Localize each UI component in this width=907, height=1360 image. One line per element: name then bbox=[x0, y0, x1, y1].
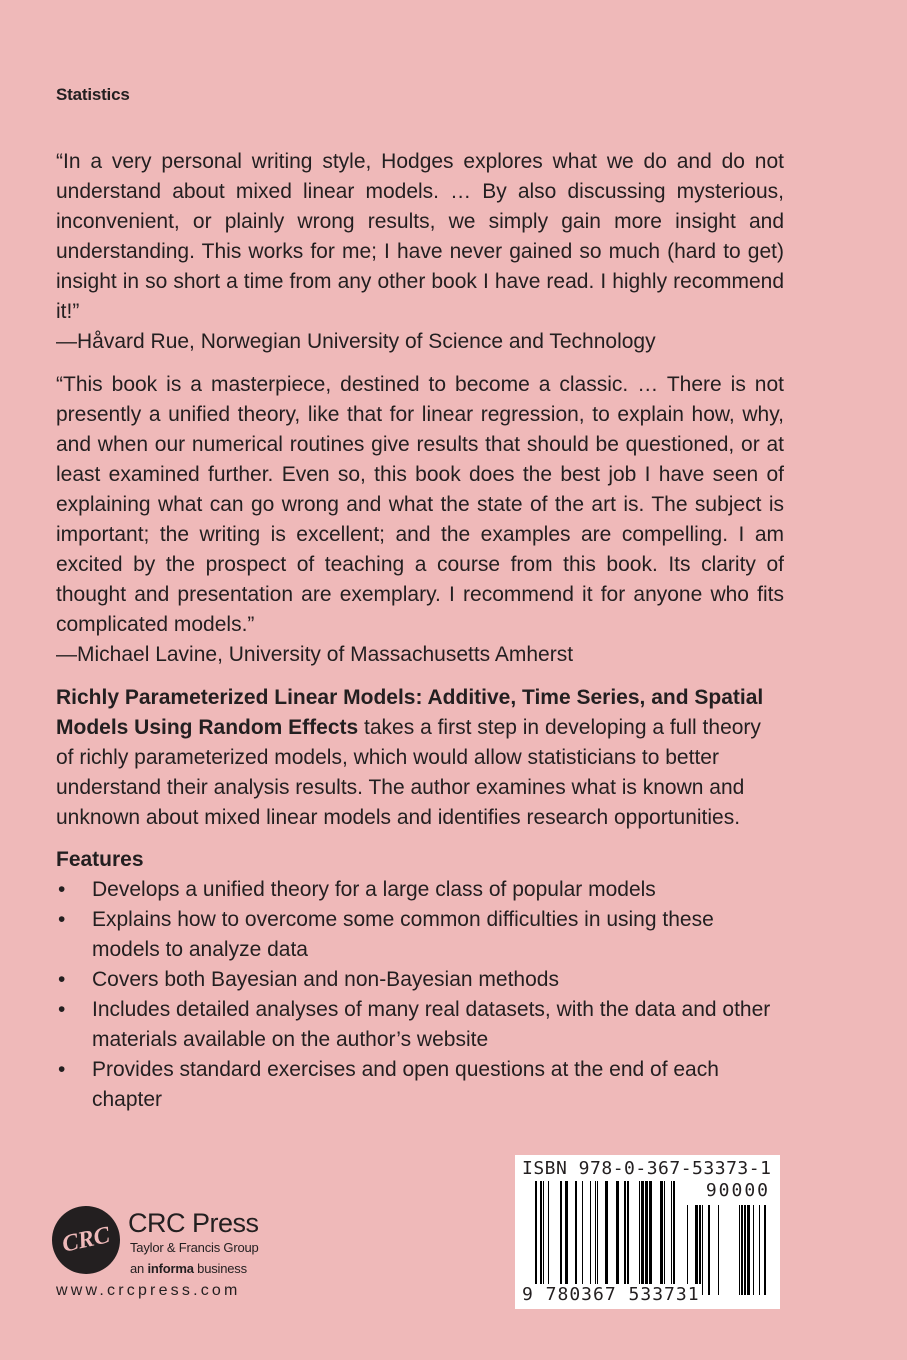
barcode-bar bbox=[624, 1181, 626, 1295]
barcode-bar bbox=[560, 1181, 562, 1295]
barcode-bar bbox=[702, 1205, 703, 1295]
features-list bbox=[56, 875, 784, 1115]
crc-logo-icon: CRC bbox=[46, 1200, 127, 1281]
barcode-bar bbox=[548, 1181, 549, 1295]
review-attribution-2: —Michael Lavine, University of Massachusetts Amherst bbox=[56, 643, 574, 666]
barcode-bar bbox=[595, 1181, 596, 1295]
barcode-bar bbox=[582, 1181, 583, 1295]
barcode-bar bbox=[597, 1181, 598, 1295]
barcode-bar bbox=[671, 1181, 672, 1295]
review-quote-2: “This book is a masterpiece, destined to become a classic. … There is not presently a unified theory, like that for linear regression, to explain how, why, and when our numerical routines give results that should be questioned, or at least examined further. Even so, this book does the best job I have seen of explaining what can go wrong and what the state of the art is. The subject is important; the writing is excellent; and the examples are compelling. I am excited by the prospect of teaching a course from this book. Its clarity of thought and presentation are exemplary. I recommend it for anyone who fits complicated models.” bbox=[56, 373, 784, 636]
barcode-bar bbox=[575, 1181, 577, 1295]
barcode-bar bbox=[687, 1205, 688, 1295]
back-cover-content bbox=[56, 147, 784, 1115]
bullet-icon: • bbox=[58, 968, 66, 991]
category-label: Statistics bbox=[56, 85, 130, 104]
barcode-bar bbox=[747, 1205, 750, 1295]
barcode-bar bbox=[605, 1181, 608, 1295]
publisher-group: Taylor & Francis Group bbox=[130, 1240, 259, 1255]
barcode-bar bbox=[649, 1181, 652, 1295]
barcode-bar bbox=[565, 1181, 568, 1295]
review-quote-1: “In a very personal writing style, Hodges explores what we do and do not understand about mixed linear models. … By also discussing mysterious, inconvenient, or plainly wrong results, we simply gain more insight and understanding. This works for me; I have never gained so much (hard to get) insight in so short a time from any other book I have read. I highly recommend it!” bbox=[56, 150, 784, 323]
ean-digits: 9 780367 533731 bbox=[522, 1284, 700, 1305]
barcode-bar bbox=[660, 1181, 663, 1295]
barcode-bar bbox=[664, 1181, 665, 1295]
barcode-bar bbox=[616, 1181, 619, 1295]
bullet-icon: • bbox=[58, 998, 66, 1021]
review-attribution-1: —Håvard Rue, Norwegian University of Science and Technology bbox=[56, 330, 656, 353]
feature-item: • Develops a unified theory for a large class of popular models bbox=[56, 875, 784, 905]
barcode-bar bbox=[535, 1181, 537, 1295]
description-body: takes a first step in developing a full theory of richly parameterized models, which would allow statisticians to better understand their analysis results. The author examines what is known and unknown about mixed linear models and identifies research opportunities. bbox=[56, 716, 761, 829]
barcode-bar bbox=[543, 1181, 544, 1295]
barcode-bar bbox=[741, 1205, 743, 1295]
publisher-tagline: an informa business bbox=[130, 1261, 247, 1276]
barcode-bar bbox=[739, 1205, 740, 1295]
book-title: Richly Parameterized Linear Models: Additive, Time Series, and Spatial Models Using Random Effects bbox=[56, 686, 764, 739]
bullet-icon: • bbox=[58, 1058, 66, 1081]
barcode-bar bbox=[718, 1205, 719, 1295]
feature-item: • Covers both Bayesian and non-Bayesian methods bbox=[56, 965, 784, 995]
barcode-bar bbox=[764, 1205, 766, 1295]
barcode-bar bbox=[759, 1205, 760, 1295]
barcode-bar bbox=[590, 1181, 591, 1295]
bullet-icon: • bbox=[58, 908, 66, 931]
barcode-bar bbox=[673, 1181, 675, 1295]
barcode-bar bbox=[695, 1205, 698, 1295]
book-description bbox=[56, 683, 784, 833]
publisher-name: CRC Press bbox=[128, 1208, 259, 1238]
barcode-bar bbox=[645, 1181, 648, 1295]
isbn-label: ISBN 978-0-367-53373-1 bbox=[522, 1158, 772, 1179]
feature-item: • Provides standard exercises and open questions at the end of each chapter bbox=[56, 1055, 784, 1115]
bullet-icon: • bbox=[58, 878, 66, 901]
barcode-bar bbox=[708, 1205, 710, 1295]
barcode-bar bbox=[639, 1181, 640, 1295]
isbn-barcode bbox=[515, 1155, 780, 1309]
feature-item: • Explains how to overcome some common difficulties in using these models to analyze data bbox=[56, 905, 784, 965]
barcode-bar bbox=[627, 1181, 629, 1295]
barcode-bar bbox=[744, 1205, 746, 1295]
publisher-website: www.crcpress.com bbox=[56, 1282, 241, 1299]
barcode-bar bbox=[699, 1205, 701, 1295]
price-code: 90000 bbox=[705, 1180, 770, 1201]
features-heading: Features bbox=[56, 848, 144, 871]
barcode-bar bbox=[641, 1181, 644, 1295]
barcode-bar bbox=[753, 1205, 754, 1295]
feature-item: • Includes detailed analyses of many real datasets, with the data and other materials available on the author’s website bbox=[56, 995, 784, 1055]
barcode-bar bbox=[540, 1181, 542, 1295]
